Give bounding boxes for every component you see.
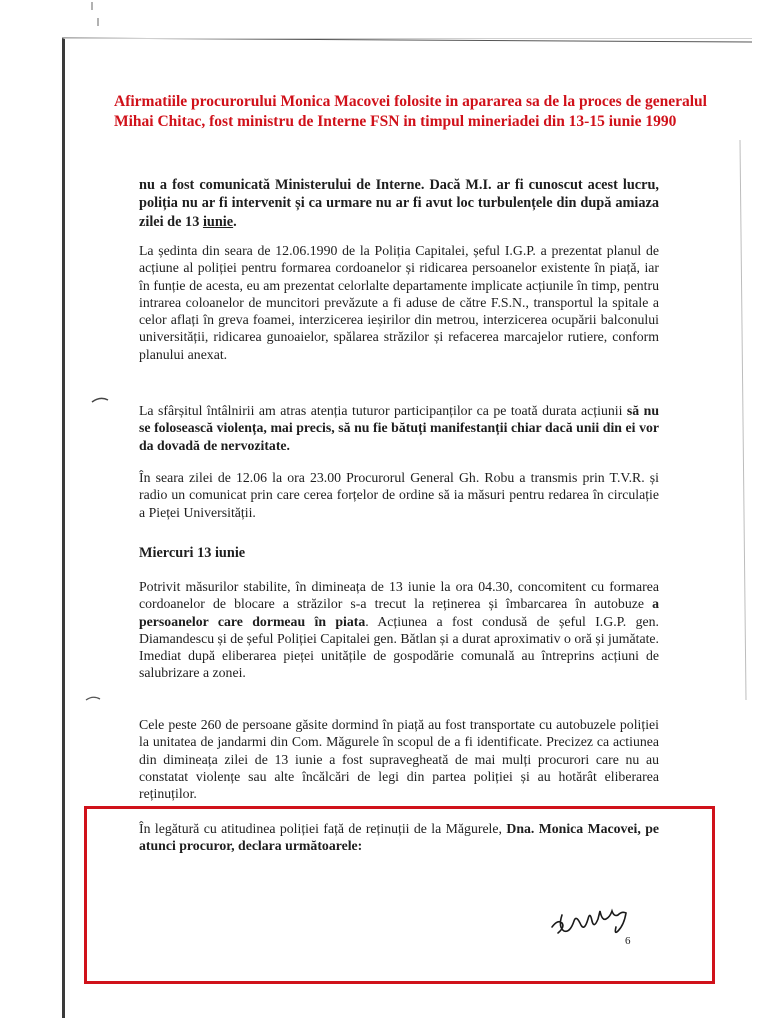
paragraph-meeting: La ședinta din seara de 12.06.1990 de la Poliția Capitalei, șeful I.G.P. a prezentat planul de acțiune al poliției pentru formarea cordoanelor și ridicarea persoanelor existente în piață, iar în funție de acesta, eu am prezentat celorlalte departamente implicate acțiunile în timp, pentru intrarea coloanelor de muncitori prevăzute a fi aduse de către F.S.N., transportul la spitale a celor aflați în greva foamei, interzicerea ieșirilor din metrou, interzicerea ocupării balconului universității, ridicarea gunoaielor, spălarea străzilor și refacerea marcajelor rutiere, conform planului anexat. [139,243,659,362]
paragraph-communication [139,176,659,231]
underlined-word: iunie [202,213,234,230]
paragraph-text: nu a fost comunicată Ministerului de Interne. Dacă M.I. ar fi cunoscut acest lucru, poliția nu ar fi intervenit și ca urmare nu ar fi avut loc turbulențele din după amiaza zilei de 13 [139,177,659,230]
paragraph-warning [139,402,659,454]
red-caption: Afirmatiile procurorului Monica Macovei folosite in apararea sa de la proces de generalul Mihai Chitac, fost ministru de Interne FSN in timpul mineriadei din 13-15 iunie 1990 [114,93,707,130]
bold-emphasis: Dna. Monica Macovei, pe atunci procuror, declara următoarele: [139,821,659,854]
paragraph-text: Potrivit măsurilor stabilite, în dimineața de 13 iunie la ora 04.30, concomitent cu formarea cordoanelor de blocare a străzilor s-a trecut la reținerea și îmbarcarea în autobuze [139,579,659,612]
handwritten-signature [548,893,668,953]
paragraph-text: La sfârșitul întâlnirii am atras atenția tuturor participanților ca pe toată durata acțiunii [139,403,627,418]
paragraph-detainees: Cele peste 260 de persoane găsite dormind în piață au fost transportate cu autobuzele poliției la unitatea de jandarmi din Com. Măgurele în scopul de a fi identificate. Precizez ca actiunea din dimineața zilei de 13 iunie a fost supravegheată de mai mulți procurori care nu au constatat violențe sau alte încălcări de legi din partea poliției și au hotărât eliberarea reținuților. [139,717,659,802]
paragraph-prosecutor-general: În seara zilei de 12.06 la ora 23.00 Procurorul General Gh. Robu a transmis prin T.V.R. și radio un comunicat prin care cerea forțelor de ordine să ia măsuri pentru redarea în circulație a Pieței Universității. [139,470,659,520]
paragraph-text: . Acțiunea a fost condusă de șeful I.G.P. gen. Diamandescu și de șeful Poliției Capitalei gen. Bătlan și a durat aproximativ o oră și jumătate. Imediat după eliberarea pieței unitățile de gospodărie comunală au întreprins acțiuni de salubrizare a zonei. [139,613,659,681]
paragraph-period: . [233,213,237,230]
bold-emphasis: a persoanelor care dormeau în piata [139,596,659,629]
paragraph-action [139,578,659,682]
section-heading: Miercuri 13 iunie [139,545,246,561]
bold-emphasis: să nu se folosească violența, mai precis, să nu fie bătuți manifestanții chiar dacă unii din ei vor da dovadă de nervozitate. [139,403,659,453]
page-number: 6 [625,935,631,947]
paragraph-text: În legătură cu atitudinea poliției față de reținuții de la Măgurele, [139,821,507,836]
